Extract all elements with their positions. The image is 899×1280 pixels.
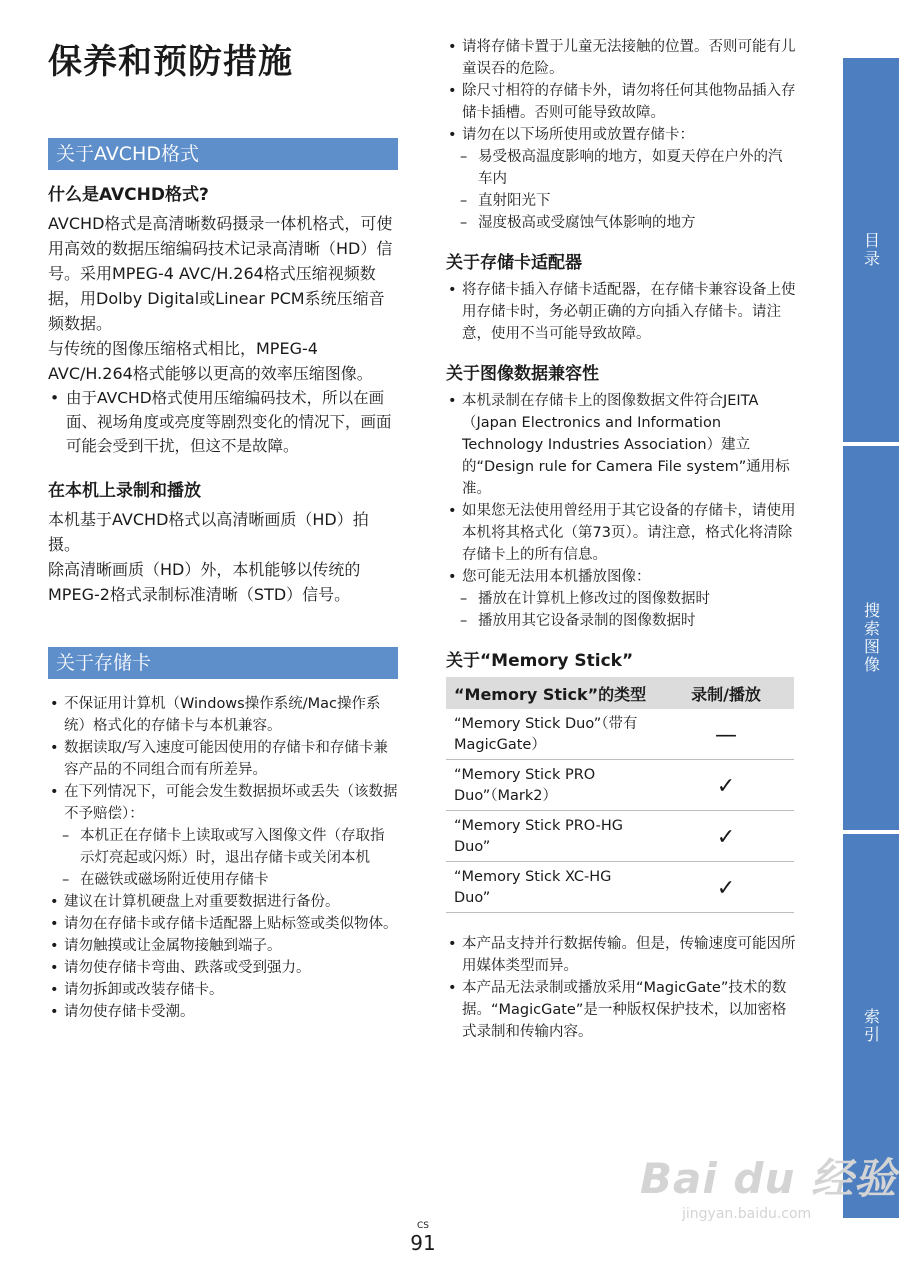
bullet-item: • 将存储卡插入存储卡适配器，在存储卡兼容设备上使用存储卡时，务必朝正确的方向插入存储卡。请注意，使用不当可能导致故障。 bbox=[446, 279, 796, 345]
bullet-item: • 由于AVCHD格式使用压缩编码技术，所以在画面、视场角度或亮度等剧烈变化的情况下，画面可能会受到干扰，但这不是故障。 bbox=[48, 386, 398, 458]
bullet-item: • 数据读取/写入速度可能因使用的存储卡和存储卡兼容产品的不同组合而有所差异。 bbox=[48, 737, 398, 781]
dash-item: – 易受极高温度影响的地方，如夏天停在户外的汽车内 bbox=[446, 146, 796, 190]
paragraph: 与传统的图像压缩格式相比，MPEG-4 AVC/H.264格式能够以更高的效率压缩图像。 bbox=[48, 339, 373, 383]
subheading-record-playback: 在本机上录制和播放 bbox=[48, 481, 201, 501]
bullet-item: • 请勿触摸或让金属物接触到端子。 bbox=[48, 935, 398, 957]
dash-item: – 直射阳光下 bbox=[446, 190, 796, 212]
bullet-item: • 本产品无法录制或播放采用“MagicGate”技术的数据。“MagicGate”是一种版权保护技术，以加密格式录制和传输内容。 bbox=[446, 977, 796, 1043]
left-column bbox=[48, 138, 398, 1023]
dash-item: – 本机正在存储卡上读取或写入图像文件（存取指示灯亮起或闪烁）时，退出存储卡或关闭本机 bbox=[48, 825, 398, 869]
page-number-value: 91 bbox=[410, 1231, 436, 1255]
subheading-card-adapter: 关于存储卡适配器 bbox=[446, 253, 582, 273]
memory-stick-table bbox=[446, 677, 794, 913]
side-tab-search-images[interactable]: 搜索图像 bbox=[843, 446, 899, 830]
paragraph: 除高清晰画质（HD）外，本机能够以传统的MPEG-2格式录制标准清晰（STD）信号。 bbox=[48, 560, 361, 604]
section-avchd-heading: 关于AVCHD格式 bbox=[48, 138, 398, 170]
dash-item: – 播放在计算机上修改过的图像数据时 bbox=[446, 588, 796, 610]
check-icon: ✓ bbox=[658, 862, 794, 913]
side-tab-toc[interactable]: 目录 bbox=[843, 58, 899, 442]
watermark bbox=[640, 1146, 897, 1222]
table-cell-type: “Memory Stick Duo”（带有MagicGate） bbox=[446, 709, 658, 760]
language-code: CS bbox=[417, 1221, 429, 1231]
table-header-row bbox=[446, 677, 794, 709]
paragraph: AVCHD格式是高清晰数码摄录一体机格式，可使用高效的数据压缩编码技术记录高清晰（HD）信号。采用MPEG-4 AVC/H.264格式压缩视频数据，用Dolby Digital或Linear PCM系统压缩音频数据。 bbox=[48, 214, 393, 333]
bullet-item: • 请将存储卡置于儿童无法接触的位置。否则可能有儿童误吞的危险。 bbox=[446, 36, 796, 80]
subheading-image-compatibility: 关于图像数据兼容性 bbox=[446, 364, 599, 384]
bullet-item: • 请勿使存储卡受潮。 bbox=[48, 1001, 398, 1023]
check-icon: ✓ bbox=[658, 811, 794, 862]
bullet-item: • 不保证用计算机（Windows操作系统/Mac操作系统）格式化的存储卡与本机兼容。 bbox=[48, 693, 398, 737]
paragraph: 本机基于AVCHD格式以高清晰画质（HD）拍摄。 bbox=[48, 510, 369, 554]
table-row bbox=[446, 811, 794, 862]
bullet-item: • 请勿拆卸或改装存储卡。 bbox=[48, 979, 398, 1001]
table-row bbox=[446, 760, 794, 811]
dash-item: – 播放用其它设备录制的图像数据时 bbox=[446, 610, 796, 632]
subheading-what-is-avchd: 什么是AVCHD格式? bbox=[48, 185, 209, 205]
table-cell-type: “Memory Stick PRO-HG Duo” bbox=[446, 811, 658, 862]
table-row bbox=[446, 709, 794, 760]
side-tab-index[interactable]: 索引 bbox=[843, 834, 899, 1218]
watermark-url: jingyan.baidu.com bbox=[682, 1206, 812, 1222]
dash-item: – 湿度极高或受腐蚀气体影响的地方 bbox=[446, 212, 796, 234]
page-title: 保养和预防措施 bbox=[48, 42, 293, 82]
table-row bbox=[446, 862, 794, 913]
bullet-item: • 除尺寸相符的存储卡外，请勿将任何其他物品插入存储卡插槽。否则可能导致故障。 bbox=[446, 80, 796, 124]
table-cell-type: “Memory Stick PRO Duo”（Mark2） bbox=[446, 760, 658, 811]
bullet-item: • 请勿在以下场所使用或放置存储卡： bbox=[446, 124, 796, 146]
bullet-item: • 本产品支持并行数据传输。但是，传输速度可能因所用媒体类型而异。 bbox=[446, 933, 796, 977]
bullet-item: • 建议在计算机硬盘上对重要数据进行备份。 bbox=[48, 891, 398, 913]
section-memory-card-heading: 关于存储卡 bbox=[48, 647, 398, 679]
check-icon: ✓ bbox=[658, 760, 794, 811]
watermark-logo: Bai du 经验 bbox=[640, 1154, 897, 1203]
subheading-memory-stick: 关于“Memory Stick” bbox=[446, 651, 634, 671]
bullet-item: • 在下列情况下，可能会发生数据损坏或丢失（该数据不予赔偿）： bbox=[48, 781, 398, 825]
right-column bbox=[446, 36, 796, 1043]
table-header-type: “Memory Stick”的类型 bbox=[446, 677, 658, 709]
dash-mark: — bbox=[658, 709, 794, 760]
bullet-item: • 请勿使存储卡弯曲、跌落或受到强力。 bbox=[48, 957, 398, 979]
dash-item: – 在磁铁或磁场附近使用存储卡 bbox=[48, 869, 398, 891]
bullet-item: • 如果您无法使用曾经用于其它设备的存储卡，请使用本机将其格式化（第73页）。请注意，格式化将清除存储卡上的所有信息。 bbox=[446, 500, 796, 566]
table-cell-type: “Memory Stick XC-HG Duo” bbox=[446, 862, 658, 913]
bullet-item: • 请勿在存储卡或存储卡适配器上贴标签或类似物体。 bbox=[48, 913, 398, 935]
bullet-item: • 本机录制在存储卡上的图像数据文件符合JEITA（Japan Electronics and Information Technology Industries Association）建立的“Design rule for Camera File system”通用标准。 bbox=[446, 390, 796, 500]
table-header-record-play: 录制/播放 bbox=[658, 677, 794, 709]
page-number bbox=[408, 1222, 438, 1255]
bullet-item: • 您可能无法用本机播放图像： bbox=[446, 566, 796, 588]
